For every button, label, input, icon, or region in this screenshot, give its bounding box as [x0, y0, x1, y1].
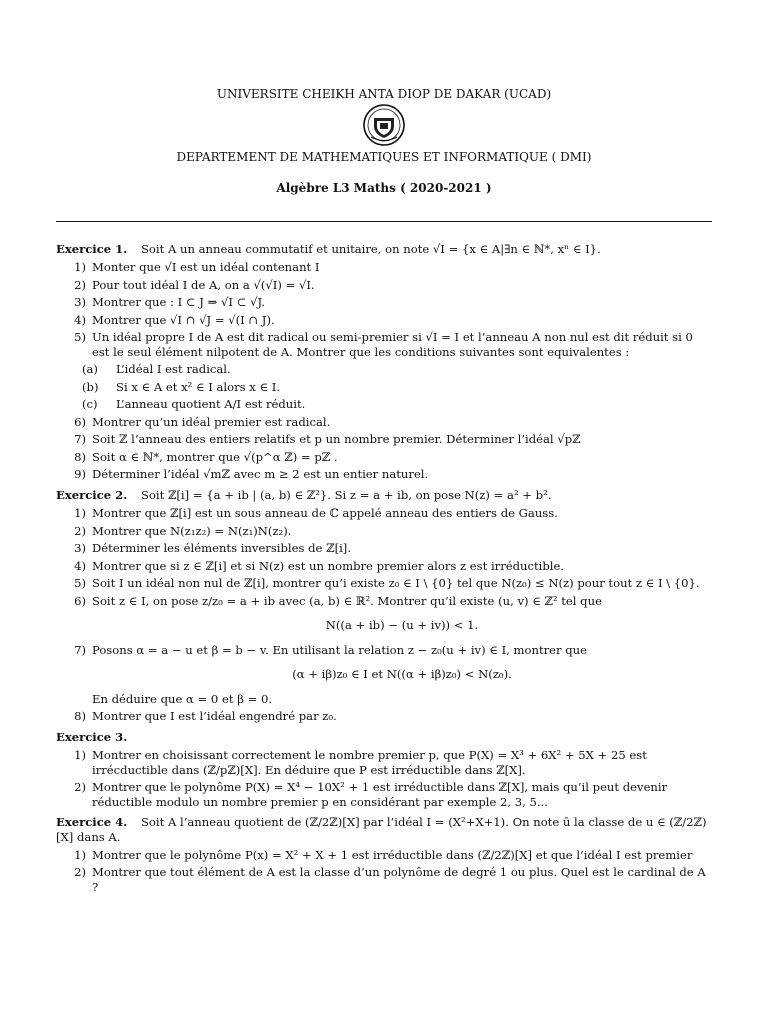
display-equation: N((a + ib) − (u + iv)) < 1. — [325, 618, 479, 633]
exercise-1 — [56, 242, 712, 256]
question — [56, 278, 712, 292]
question-number: 1) — [74, 748, 86, 763]
display-equation: (α + iβ)z₀ ∈ I et N((α + iβ)z₀) < N(z₀). — [292, 667, 512, 682]
exercise-2-questions — [56, 506, 712, 723]
question — [56, 506, 712, 520]
question — [56, 559, 712, 573]
exercise-title: Exercice 2. — [56, 487, 128, 502]
question-text: Montrer que ℤ[i] est un sous anneau de ℂ appelé anneau des entiers de Gauss. — [92, 506, 558, 521]
question — [56, 594, 712, 633]
question — [56, 450, 712, 464]
question-number: 1) — [74, 260, 86, 275]
question — [56, 524, 712, 538]
sub-questions — [82, 362, 712, 412]
question-text: Soit ℤ l’anneau des entiers relatifs et p un nombre premier. Déterminer l’idéal √pℤ — [92, 432, 581, 447]
question-text: Montrer que N(z₁z₂) = N(z₁)N(z₂). — [92, 523, 292, 538]
question — [56, 848, 712, 862]
question-number: 6) — [74, 414, 86, 429]
question-number: 5) — [74, 576, 86, 591]
question — [56, 865, 712, 894]
question-number: 3) — [74, 295, 86, 310]
university-name: UNIVERSITE CHEIKH ANTA DIOP DE DAKAR (UCAD) — [216, 87, 552, 101]
exercise-intro: Soit ℤ[i] = {a + ib | (a, b) ∈ ℤ²}. Si z = a + ib, on pose N(z) = a² + b². — [140, 487, 552, 502]
exercise-2 — [56, 488, 712, 502]
question — [56, 260, 712, 274]
question — [56, 415, 712, 429]
sub-question-number: (c) — [82, 397, 98, 412]
question-text: Monter que √I est un idéal contenant I — [92, 260, 320, 275]
question-number: 7) — [74, 432, 86, 447]
exercise-intro: Soit A un anneau commutatif et unitaire, on note √I = {x ∈ A|∃n ∈ ℕ*, xⁿ ∈ I}. — [140, 242, 601, 256]
question — [56, 643, 712, 706]
question-number: 8) — [74, 709, 86, 724]
question — [56, 330, 712, 411]
question-text: Soit I un idéal non nul de ℤ[i], montrer qu’i existe z₀ ∈ I \ {0} tel que N(z₀) ≤ N(z) pour tout z ∈ I \ {0}. — [92, 576, 700, 591]
question-number: 2) — [74, 865, 86, 880]
question — [56, 295, 712, 309]
question — [56, 576, 712, 590]
question — [56, 709, 712, 723]
question-number: 4) — [74, 558, 86, 573]
question-text: Déterminer l’idéal √mℤ avec m ≥ 2 est un entier naturel. — [92, 467, 429, 482]
question-number: 5) — [74, 330, 86, 345]
question-text: Un idéal propre I de A est dit radical ou semi-premier si √I = I et l’anneau A non nul est dit réduit si 0 est le seul élément nilpotent de A. Montrer que les conditions suivantes sont equivalentes : — [92, 330, 693, 359]
question-text: Soit α ∈ ℕ*, montrer que √(p^α ℤ) = pℤ . — [92, 449, 338, 464]
question-text: Montrer que : I ⊂ J ⇒ √I ⊂ √J. — [92, 295, 265, 310]
question-text: Montrer qu’un idéal premier est radical. — [92, 414, 331, 429]
exercise-3-questions — [56, 748, 712, 809]
question-text: Montrer que √I ∩ √J = √(I ∩ J). — [92, 312, 275, 327]
question-number: 2) — [74, 277, 86, 292]
question-number: 7) — [74, 642, 86, 657]
question — [56, 780, 712, 809]
sub-question — [80, 380, 700, 394]
exercise-4-questions — [56, 848, 712, 894]
exercise-intro: Soit A l’anneau quotient de (ℤ/2ℤ)[X] par l’idéal I = (X²+X+1). On note ū la classe de u ∈ (ℤ/2ℤ)[X] dans A. — [56, 815, 707, 844]
question-number: 9) — [74, 467, 86, 482]
question-number: 8) — [74, 449, 86, 464]
question-number: 3) — [74, 541, 86, 556]
exercise-4 — [56, 815, 712, 844]
sub-question-text: L’anneau quotient A/I est réduit. — [116, 397, 306, 412]
question-text: Déterminer les éléments inversibles de ℤ[i]. — [92, 541, 352, 556]
exercise-title: Exercice 1. — [56, 242, 128, 256]
question-text: Pour tout idéal I de A, on a √(√I) = √I. — [92, 277, 315, 292]
question — [56, 541, 712, 555]
question-text: Montrer que si z ∈ ℤ[i] et si N(z) est un nombre premier alors z est irréductible. — [92, 558, 565, 573]
question — [56, 313, 712, 327]
question — [56, 432, 712, 446]
exercise-3 — [56, 730, 712, 744]
question-number: 1) — [74, 847, 86, 862]
question-number: 1) — [74, 506, 86, 521]
question-text: Posons α = a − u et β = b − v. En utilisant la relation z − z₀(u + iv) ∈ I, montrer que — [92, 642, 588, 657]
exercise-1-questions — [56, 260, 712, 481]
sub-question-text: L’idéal I est radical. — [116, 362, 231, 377]
exercise-title: Exercice 4. — [56, 815, 128, 830]
sub-question-text: Si x ∈ A et x² ∈ I alors x ∈ I. — [116, 379, 281, 394]
exercises — [56, 242, 712, 900]
sub-question — [80, 362, 700, 376]
exercise-title: Exercice 3. — [56, 729, 128, 744]
sub-question — [80, 397, 700, 411]
question-text: Montrer que le polynôme P(x) = X² + X + 1 est irréductible dans (ℤ/2ℤ)[X] et que l’idéal I est premier — [92, 847, 693, 862]
sub-question-number: (b) — [82, 379, 99, 394]
question-text: Montrer en choisissant correctement le nombre premier p, que P(X) = X³ + 6X² + 5X + 25 est irrécductible dans (ℤ/pℤ)[X]. En déduire que P est irréductible dans ℤ[X]. — [92, 748, 647, 777]
question-number: 4) — [74, 312, 86, 327]
question-text: Montrer que le polynôme P(X) = X⁴ − 10X² + 1 est irréductible dans ℤ[X], mais qu’il peut devenir réductible modulo un nombre premier p en considérant par exemple 2, 3, 5... — [92, 780, 668, 809]
question — [56, 467, 712, 481]
question-number: 6) — [74, 593, 86, 608]
question-text: Montrer que tout élément de A est la classe d’un polynôme de degré 1 ou plus. Quel est le cardinal de A ? — [92, 865, 706, 894]
question-followup: En déduire que α = 0 et β = 0. — [92, 691, 273, 706]
sub-question-number: (a) — [82, 362, 98, 377]
department-name: DEPARTEMENT DE MATHEMATIQUES ET INFORMATIQUE ( DMI) — [176, 150, 592, 164]
question-text: Montrer que I est l’idéal engendré par z₀. — [92, 709, 337, 724]
university-seal-icon — [363, 104, 405, 146]
question-number: 2) — [74, 780, 86, 795]
question-number: 2) — [74, 523, 86, 538]
question — [56, 748, 712, 777]
question-text: Soit z ∈ I, on pose z/z₀ = a + ib avec (a, b) ∈ ℝ². Montrer qu’il existe (u, v) ∈ ℤ² tel que — [92, 593, 602, 608]
course-title: Algèbre L3 Maths ( 2020-2021 ) — [276, 181, 492, 195]
header-rule — [56, 221, 712, 222]
